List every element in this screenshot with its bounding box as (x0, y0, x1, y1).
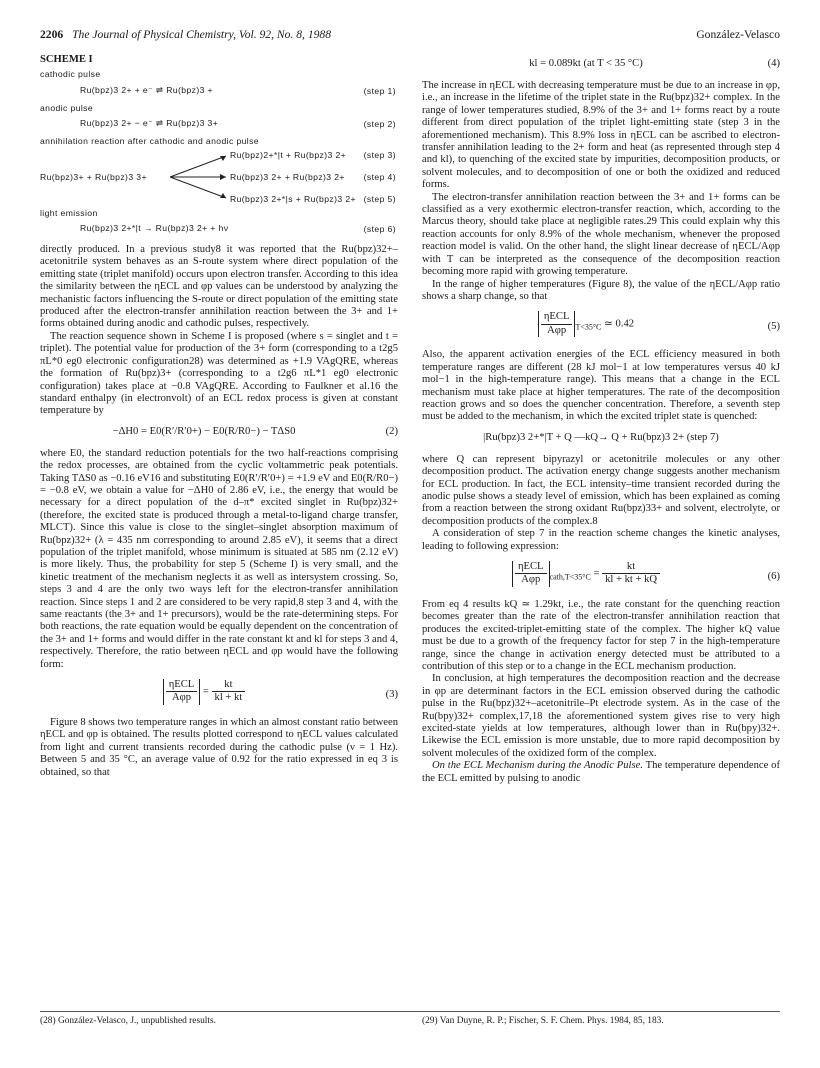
equation-step-7 (422, 428, 780, 450)
annihilation-label: annihilation reaction after cathodic and anodic pulse (40, 136, 259, 147)
step-6-reaction: Ru(bpz)3 2+*|t → Ru(bpz)3 2+ + hν (80, 223, 229, 234)
equation-2-number: (2) (385, 425, 398, 437)
step-2-label: (step 2) (363, 119, 396, 130)
step-4-reactants: Ru(bpz)3+ + Ru(bpz)3 3+ (40, 171, 147, 182)
anodic-label: anodic pulse (40, 102, 94, 113)
equation-3-lhs-numerator: ηECL (166, 679, 198, 692)
paragraph: In the range of higher temperatures (Figure 8), the value of the ηECL/Aφp ratio shows a sharp change, so that (422, 278, 780, 302)
paragraph: The increase in ηECL with decreasing temperature must be due to an increase in φp, i.e., an increase in the lifetime of the triplet state in the Ru(bpz)32+ complex. In the range of lower temperatures studied, 8.9% of the 3+ and 1+ forms react by a route different from direct population of the triplet light-emitting state (step 3 in the aforementioned mechanism). This 8.9% loss in ηECL can be ascribed to electron-transfer annihilation leading to the 2+ form and heat (as represented through step 4 and kl), to quenching of the excited state by impurities, decomposition products, or solvent molecules, and to decomposition of one or both the oxidized and reduced forms. (422, 80, 780, 191)
equation-5-subscript: T<35°C (575, 322, 602, 332)
paragraph: where E0, the standard reduction potentials for the two half-reactions comprising the redox processes, are obtained from the cyclic voltammetric peak potentials. Taking TΔS0 as −0.16 eV16 and substituting E0(R′/R′0+) = +1.9 eV and E0(R/R0−) = −0.8 eV, we obtain a value for −ΔH0 of 2.86 eV, i.e., the energy that would be necessary for a direct population of the d–π* excited singlet in Ru(bpz)32+ (therefore, the excited state is produced through a metal-to-ligand charge transfer, MLCT). Since this value is close to the singlet–singlet absorption maximum of Ru(bpz)32+ (λ = 435 nm corresponding to around 2.85 eV), it seems that a direct population of the triplet manifold, whose minimum is situated at 585 nm (2.12 eV) is more likely. Thus, the probability for step 5 (Scheme I) is very small, and the kinetic treatment of the mechanism neglects it as well as intersystem crossing. So, steps 3 and 4 are the only two ways left for the electron-transfer annihilation reaction. Since steps 1 and 2 are considered to be very rapid,8 step 3 and 4, with the same reactants (the 3+ and 1+ precursors), would be the rate-determining steps. For both reactions, the rate equation would be equally dependent on the concentration of the 3+ and 1+ forms and would differ in the rate constant kt and kl for steps 3 and 4, respectively. Therefore, the ratio between ηECL and φp would have the following form: (40, 447, 399, 670)
paragraph: where Q can represent bipyrazyl or acetonitrile molecules or any other decomposition product. The activation energy change suggests another mechanism for ECL production. In fact, the ECL intensity–time transient recorded during the anodic pulse shows a steady level of emission, which has been explained as coming from a reaction between the strong oxidant Ru(bpz)33+ and solvent, electrolyte, or decomposition products of the complex.8 (422, 453, 780, 527)
equation-3-rhs (212, 679, 246, 705)
journal-page (40, 28, 780, 1038)
reaction-scheme (40, 68, 398, 238)
equation-6-rhs-denominator: kl + kt + kQ (605, 574, 658, 586)
paragraph: Figure 8 shows two temperature ranges in which an almost constant ratio between ηECL and φp is obtained. The results plotted correspond to ηECL values calculated from light and current transients recorded during the cathodic pulse (ν = 1 Hz). Between 5 and 35 °C, an average value of 0.92 for the ratio expressed in eq 3 is obtained, so that (40, 717, 398, 778)
equation-5-numerator: ηECL (541, 311, 573, 324)
page-number: 2206 (40, 28, 64, 41)
equation-3-rhs-numerator: kt (212, 679, 246, 692)
equation-5-number: (5) (767, 321, 780, 333)
step-1-label: (step 1) (363, 85, 396, 96)
footnote-29: (29) Van Duyne, R. P.; Fischer, S. F. Chem. Phys. 1984, 85, 183. (422, 1016, 664, 1026)
equation-5 (422, 307, 780, 345)
step-7-expression: |Ru(bpz)3 2+*|T + Q —kQ→ Q + Ru(bpz)3 2+ (step 7) (483, 431, 719, 443)
paragraph: directly produced. In a previous study8 it was reported that the Ru(bpz)32+–acetonitrile system behaves as an S-route system where direct population of the emitting state (triplet manifold) occurs upon electron transfer. According to this idea the similarity between the ηECL and φp values can be understood by analyzing the mechanistic factors influencing the S-route or direct population of the emitting state produced after the electron-transfer annihilation reaction between the 3+ and 1+ forms obtained during anodic and cathodic pulses, respectively. (40, 244, 398, 330)
equation-2 (40, 422, 398, 444)
equation-4-expression: kl = 0.089kt (at T < 35 °C) (529, 58, 643, 69)
paragraph: The electron-transfer annihilation reaction between the 3+ and 1+ forms can be classified as a very exothermic electron-transfer reaction, which, according to the Marcus theory, should take place at negligible rates.29 This could explain why this reaction accounts for only 8.9% of the whole mechanism, whenever the proposed reaction model is valid. On the other hand, the slight linear decrease of ηECL/Aφp with T can be interpreted as the consequence of the decomposition reaction becoming more rapid with growing temperature. (422, 191, 780, 278)
left-column (40, 54, 398, 779)
step-2-reaction: Ru(bpz)3 2+ − e⁻ ⇌ Ru(bpz)3 3+ (80, 118, 219, 129)
equation-6: $\frac{\text{ηECL}}{\text{Aφp}}$ $_{cath,T<35^\circ C}$ = $\frac{kt}{kl + kt + kQ}$ (6) (422, 557, 780, 595)
section-heading: On the ECL Mechanism during the Anodic Pulse. (432, 760, 643, 772)
equation-6-rhs-numerator: kt (602, 561, 660, 574)
equation-5-denominator: Aφp (547, 324, 567, 336)
step-1-row (40, 82, 398, 100)
paragraph: Also, the apparent activation energies of the ECL efficiency measured in both temperature ranges are different (28 kJ mol−1 at low temperatures versus 40 kJ mol−1 in the high-temperature range). This means that a change in the ECL mechanism must take place at higher temperatures. The rate of the decomposition reaction grows and so does the quencher concentration. Therefore, a seventh step must be added to the mechanism, in which the excited triplet state is quenched: (422, 349, 780, 423)
equation-3-lhs (163, 679, 201, 705)
equation-6-subscript: cath,T<35°C (549, 572, 591, 582)
step-6-row (40, 220, 398, 238)
paragraph: From eq 4 results kQ ≃ 1.29kt, i.e., the rate constant for the quenching reaction becomes greater than the rate of the electron-transfer annihilation reaction that produces the excited-triplet-emitting state of the complex. The higher kQ value must be due to a growth of the frequency factor for step 7 in the high-temperature range, since the change in activation energy detected must be attributed to a contribution of this step or to a change in the ECL mechanism production. (422, 599, 780, 673)
equation-6-number: (6) (767, 571, 780, 582)
branching-arrows-icon (168, 152, 228, 202)
step-3-label: (step 3) (363, 149, 396, 160)
equation-6-lhs-numerator: ηECL (515, 561, 547, 574)
equation-3-lhs-denominator: Aφp (171, 692, 191, 704)
running-header (40, 28, 780, 46)
running-author: González-Velasco (696, 28, 780, 41)
step-4-products: Ru(bpz)3 2+ + Ru(bpz)3 2+ (230, 171, 345, 182)
annihilation-branch (40, 149, 398, 205)
right-column (422, 54, 780, 785)
step-3-reaction: Ru(bpz)2+*|t + Ru(bpz)3 2+ (230, 149, 347, 160)
equation-2-expression: −ΔH0 = E0(R′/R′0+) − E0(R/R0−) − TΔS0 (112, 425, 296, 437)
equation-3-number: (3) (385, 689, 398, 701)
section-paragraph (422, 760, 780, 785)
step-6-label: (step 6) (363, 224, 396, 235)
step-5-label: (step 5) (363, 193, 396, 204)
step-2-row (40, 115, 398, 133)
step-4-label: (step 4) (363, 171, 396, 182)
equation-4-number: (4) (767, 58, 780, 69)
light-emission-label: light emission (40, 207, 98, 218)
journal-citation: The Journal of Physical Chemistry, Vol. 92, No. 8, 1988 (72, 28, 332, 41)
equation-6-lhs-denominator: Aφp (521, 574, 541, 586)
step-1-reaction: Ru(bpz)3 2+ + e⁻ ⇌ Ru(bpz)3 + (80, 84, 213, 95)
section-text: The temperature dependence of the ECL emitted by pulsing to anodic (422, 760, 780, 784)
equation-5-value: ≃ 0.42 (604, 318, 635, 330)
paragraph: In conclusion, at high temperatures the decomposition reaction and the decrease in φp are determinant factors in the ECL emission observed during the cathodic pulse in the Ru(bpz)32+–acetonitrile–Pt electrode system. As in the case of the Ru(bpy)32+ complex,17,18 the aforementioned system gives rise to very high excited-state yields at low temperatures, although lower than in Ru(bpy)32+. Likewise the ECL emission is more unstable, due to more rapid decomposition by solvent molecules of the oxidized form of the complex. (422, 673, 780, 759)
equation-4 (422, 54, 780, 76)
step-5-reaction: Ru(bpz)3 2+*|s + Ru(bpz)3 2+ (230, 193, 356, 204)
equation-3: $\frac{\text{ηECL}}{\text{Aφp}}$ = $\frac{kt}{kl + kt}$ (3) (40, 675, 398, 713)
paragraph: The reaction sequence shown in Scheme I is proposed (where s = singlet and t = triplet). The potential value for production of the 3+ form (corresponding to a t2g5 πL*0 eg0 electronic configuration28) was determined as +1.9 VAgQRE, whereas the formation of Ru(bpz)3+ (corresponding to a t2g6 πL*1 eg0 electronic configuration) takes place at −0.8 VAgQRE. According to Faulkner et al.16 the standard enthalpy (in electronvolt) of an ECL redox process is given at constant temperature by (40, 330, 398, 417)
footnote-rule (40, 1011, 780, 1012)
footnote-28: (28) González-Velasco, J., unpublished results. (40, 1016, 216, 1026)
cathodic-label: cathodic pulse (40, 69, 101, 80)
equation-3-rhs-denominator: kl + kt (214, 692, 243, 704)
scheme-title: SCHEME I (40, 54, 93, 65)
paragraph: A consideration of step 7 in the reaction scheme changes the kinetic analyses, leading to following expression: (422, 528, 780, 552)
